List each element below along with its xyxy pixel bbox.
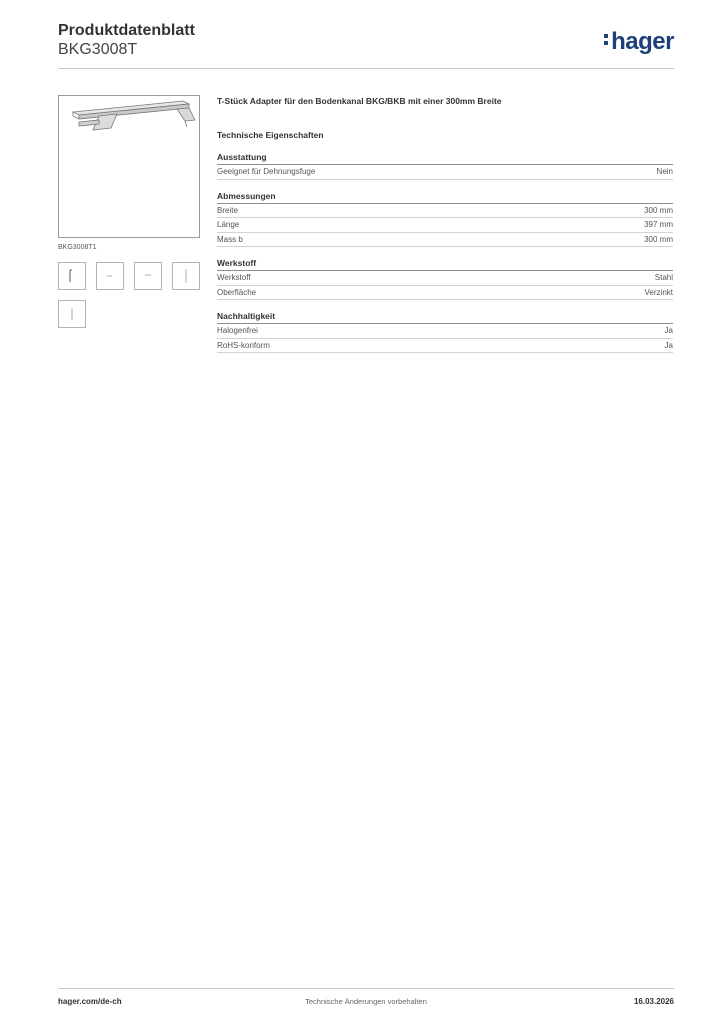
spec-group-title: Abmessungen	[217, 190, 673, 204]
spec-row	[217, 233, 673, 248]
spec-group-nachhaltigkeit	[217, 310, 673, 353]
spec-value: 300 mm	[644, 205, 673, 215]
technical-properties-heading: Technische Eigenschaften	[217, 130, 324, 140]
spec-group-abmessungen	[217, 190, 673, 248]
main-image-caption: BKG3008T1	[58, 244, 97, 251]
hager-logo[interactable]	[604, 28, 674, 56]
thumbnail-end-icon	[173, 263, 199, 289]
spec-group-werkstoff	[217, 257, 673, 300]
document-title: Produktdatenblatt	[58, 22, 195, 39]
spec-group-title: Werkstoff	[217, 257, 673, 271]
spec-row	[217, 339, 673, 354]
page-header	[58, 20, 674, 69]
footer-date: 16.03.2026	[633, 997, 674, 1006]
spec-row	[217, 204, 673, 219]
thumbnail-top-view[interactable]	[134, 262, 162, 290]
thumbnail-end-view[interactable]	[172, 262, 200, 290]
spec-label: Oberfläche	[217, 287, 257, 297]
spec-value: Verzinkt	[644, 287, 673, 297]
spec-value: Stahl	[654, 273, 673, 282]
spec-label: Werkstoff	[217, 273, 251, 282]
footer-notice: Technische Änderungen vorbehalten	[305, 997, 427, 1006]
page-footer	[58, 988, 674, 1007]
spec-label: Halogenfrei	[217, 326, 258, 335]
logo-dots-icon	[604, 31, 608, 48]
spec-row	[217, 286, 673, 301]
spec-group-ausstattung	[217, 151, 673, 180]
spec-label: Mass b	[217, 234, 243, 244]
spec-value: Nein	[656, 167, 673, 176]
spec-value: Ja	[664, 340, 673, 350]
spec-label: Länge	[217, 220, 240, 229]
spec-row	[217, 271, 673, 286]
specification-content	[217, 95, 673, 363]
product-illustration	[59, 96, 199, 237]
article-number: BKG3008T	[58, 41, 138, 58]
thumbnail-front-view[interactable]	[58, 262, 86, 290]
spec-row	[217, 165, 673, 180]
spec-label: RoHS-konform	[217, 340, 270, 350]
product-description: T-Stück Adapter für den Bodenkanal BKG/BKB mit einer 300mm Breite	[217, 96, 502, 106]
spec-value: Ja	[664, 326, 673, 335]
spec-value: 397 mm	[644, 220, 673, 229]
thumbnail-top-icon	[135, 263, 161, 289]
thumbnail-front-icon	[59, 263, 85, 289]
spec-value: 300 mm	[644, 234, 673, 244]
spec-label: Geeignet für Dehnungsfuge	[217, 167, 316, 176]
spec-row	[217, 218, 673, 233]
thumbnail-side-view[interactable]	[96, 262, 124, 290]
spec-row	[217, 324, 673, 339]
spec-label: Breite	[217, 205, 238, 215]
spec-group-title: Nachhaltigkeit	[217, 310, 673, 324]
footer-website-link[interactable]: hager.com/de-ch	[58, 997, 122, 1006]
logo-text: hager	[611, 28, 674, 55]
thumbnail-detail-view[interactable]	[58, 300, 86, 328]
thumbnail-detail-icon	[59, 301, 85, 327]
thumbnail-side-icon	[97, 263, 123, 289]
spec-group-title: Ausstattung	[217, 151, 673, 165]
product-main-image[interactable]	[58, 95, 200, 238]
